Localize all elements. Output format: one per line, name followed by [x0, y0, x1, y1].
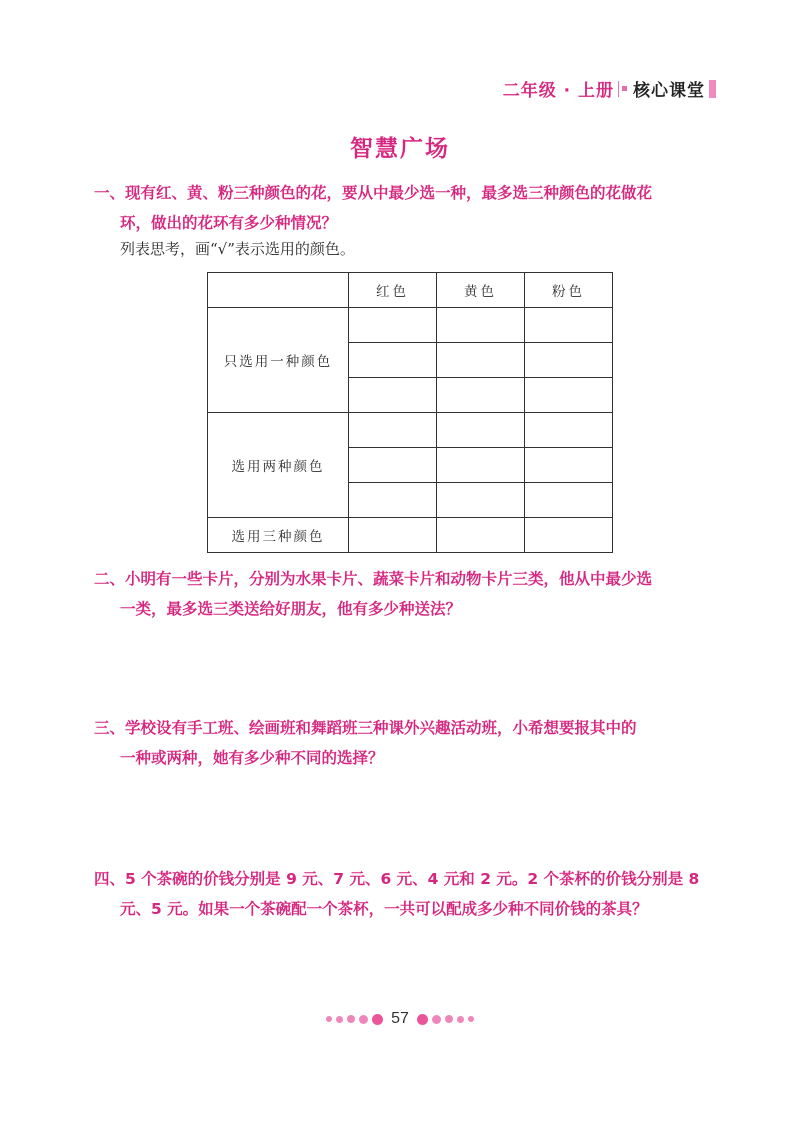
question-4-line-1: 四、5 个茶碗的价钱分别是 9 元、7 元、6 元、4 元和 2 元。2 个茶杯的价钱分别是 8: [94, 870, 700, 888]
header-divider: [618, 81, 619, 97]
dot-icon: [457, 1016, 464, 1023]
answer-cell[interactable]: [437, 308, 525, 343]
dot-icon: [372, 1014, 383, 1025]
question-1-line-2: 环，做出的花环有多少种情况？: [120, 214, 338, 232]
table-corner-cell: [208, 273, 349, 308]
question-3: [94, 713, 714, 773]
column-header-yellow: 黄色: [437, 273, 525, 308]
dot-icon: [417, 1014, 428, 1025]
dot-icon: [432, 1015, 441, 1024]
answer-cell[interactable]: [525, 308, 613, 343]
color-selection-table: [207, 272, 613, 553]
table-row: [208, 518, 613, 553]
question-1: [94, 178, 714, 238]
answer-cell[interactable]: [525, 343, 613, 378]
question-1-hint: 列表思考，画“√”表示选用的颜色。: [120, 240, 355, 258]
answer-cell[interactable]: [437, 413, 525, 448]
page-footer: [0, 1010, 800, 1028]
table-header-row: [208, 273, 613, 308]
question-4: [94, 864, 714, 924]
question-1-line-1: 一、现有红、黄、粉三种颜色的花，要从中最少选一种，最多选三种颜色的花做花: [94, 184, 653, 202]
header-square-icon: [622, 86, 627, 91]
row-label-one-color: 只选用一种颜色: [208, 308, 349, 413]
column-header-red: 红色: [349, 273, 437, 308]
answer-cell[interactable]: [437, 378, 525, 413]
answer-cell[interactable]: [525, 378, 613, 413]
question-2-line-2: 一类，最多选三类送给好朋友，他有多少种送法？: [120, 600, 462, 618]
table-row: [208, 413, 613, 448]
question-3-line-2: 一种或两种，她有多少种不同的选择？: [120, 749, 384, 767]
question-2: [94, 564, 714, 624]
page-title: 智慧广场: [350, 136, 450, 162]
column-header-pink: 粉色: [525, 273, 613, 308]
course-label: 核心课堂: [633, 81, 705, 101]
answer-cell[interactable]: [525, 448, 613, 483]
answer-cell[interactable]: [437, 343, 525, 378]
question-4-line-2: 元、5 元。如果一个茶碗配一个茶杯，一共可以配成多少种不同价钱的茶具？: [120, 900, 648, 918]
answer-cell[interactable]: [525, 518, 613, 553]
dot-icon: [336, 1016, 343, 1023]
answer-cell[interactable]: [349, 518, 437, 553]
table-row: [208, 308, 613, 343]
answer-cell[interactable]: [437, 448, 525, 483]
dot-icon: [445, 1015, 453, 1023]
header-bar-icon: [709, 80, 716, 98]
row-label-three-colors: 选用三种颜色: [208, 518, 349, 553]
grade-label: 二年级 · 上册: [502, 81, 614, 101]
answer-cell[interactable]: [349, 308, 437, 343]
answer-cell[interactable]: [349, 448, 437, 483]
answer-cell[interactable]: [437, 483, 525, 518]
dot-icon: [468, 1016, 474, 1022]
answer-cell[interactable]: [349, 343, 437, 378]
page-header: [503, 76, 716, 101]
question-2-line-1: 二、小明有一些卡片，分别为水果卡片、蔬菜卡片和动物卡片三类，他从中最少选: [94, 570, 653, 588]
dot-icon: [359, 1015, 368, 1024]
answer-cell[interactable]: [437, 518, 525, 553]
dot-icon: [326, 1016, 332, 1022]
answer-cell[interactable]: [349, 378, 437, 413]
answer-cell[interactable]: [349, 483, 437, 518]
answer-cell[interactable]: [525, 413, 613, 448]
question-3-line-1: 三、学校设有手工班、绘画班和舞蹈班三种课外兴趣活动班，小希想要报其中的: [94, 719, 637, 737]
dot-icon: [347, 1015, 355, 1023]
answer-cell[interactable]: [525, 483, 613, 518]
page-number: 57: [391, 1010, 409, 1027]
answer-cell[interactable]: [349, 413, 437, 448]
row-label-two-colors: 选用两种颜色: [208, 413, 349, 518]
